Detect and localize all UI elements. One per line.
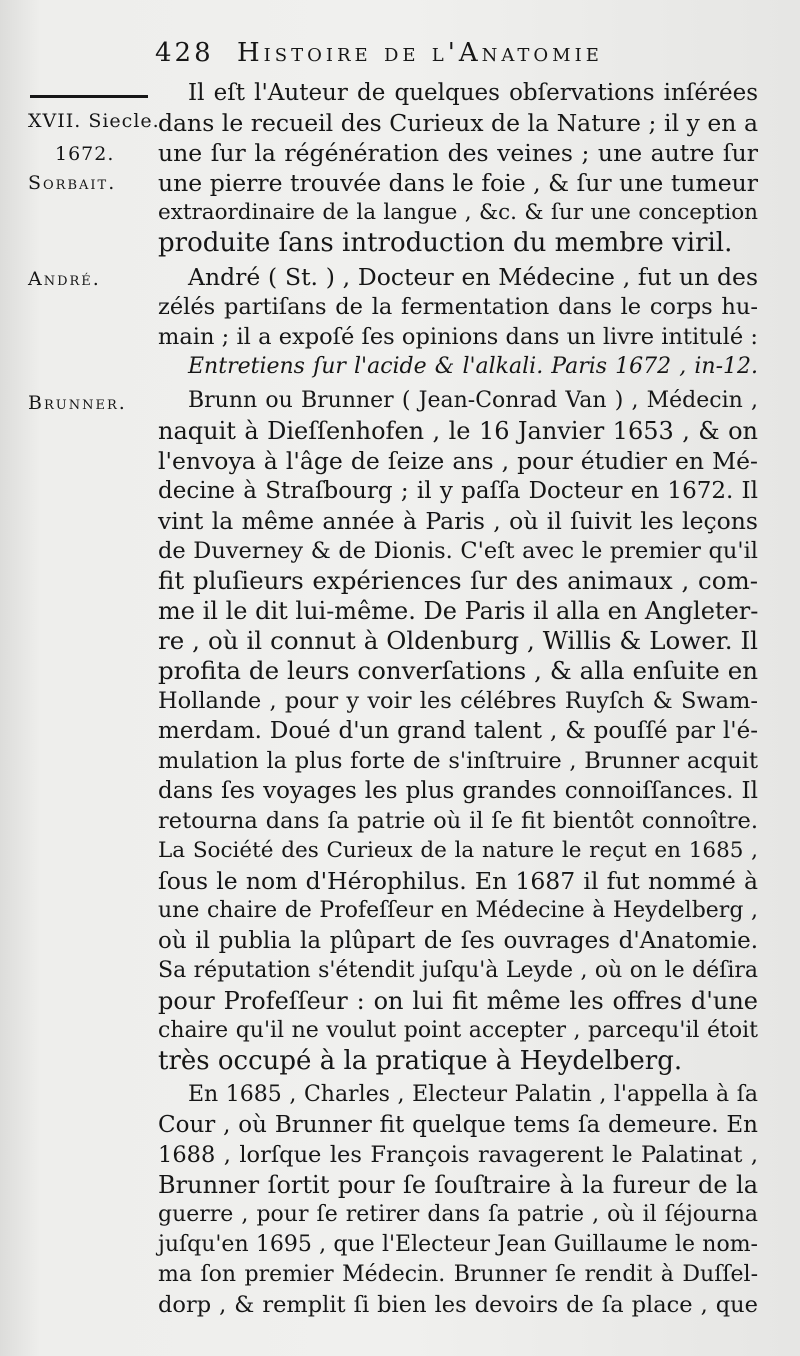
- text-line: Il eſt l'Auteur de quelques obſervations inſérées: [188, 80, 758, 106]
- text-line: profita de leurs converſations , & alla enſuite en: [158, 656, 758, 685]
- text-line: Brunn ou Brunner ( Jean-Conrad Van ) , Médecin ,: [188, 388, 758, 413]
- text-line: guerre , pour ſe retirer dans ſa patrie , où il ſéjourna: [158, 1202, 758, 1227]
- text-line: produite ſans introduction du membre viril.: [158, 228, 733, 258]
- running-title: Histoire de l'Anatomie: [237, 38, 603, 68]
- text-line: de Duverney & de Dionis. C'eſt avec le premier qu'il: [158, 538, 758, 564]
- page-number: 428: [155, 38, 214, 68]
- text-line: main ; il a expoſé ſes opinions dans un livre intitulé :: [158, 324, 758, 350]
- text-line: ma ſon premier Médecin. Brunner ſe rendit à Duſſel-: [158, 1262, 758, 1287]
- text-line: merdam. Doué d'un grand talent , & pouſſé par l'é-: [158, 718, 758, 744]
- text-line: Cour , où Brunner fit quelque tems ſa demeure. En: [158, 1112, 758, 1138]
- text-line: ſous le nom d'Hérophilus. En 1687 il fut nommé à: [158, 867, 758, 895]
- text-line: retourna dans ſa patrie où il ſe fit bientôt connoître.: [158, 808, 758, 834]
- margin-note-andre: André.: [28, 268, 101, 290]
- text-line: naquit à Dieſſenhofen , le 16 Janvier 1653 , & on: [158, 417, 758, 445]
- margin-note-sorbait: Sorbait.: [28, 172, 117, 194]
- text-line: vint la même année à Paris , où il ſuivit les leçons: [158, 507, 758, 535]
- text-line: Brunner ſortit pour ſe ſouſtraire à la fureur de la: [158, 1171, 758, 1199]
- text-line: Hollande , pour y voir les célébres Ruyſch & Swam-: [158, 688, 758, 714]
- text-line: l'envoya à l'âge de ſeize ans , pour étudier en Mé-: [158, 447, 758, 475]
- text-line: très occupé à la pratique à Heydelberg.: [158, 1046, 683, 1076]
- text-line: La Société des Curieux de la nature le reçut en 1685 ,: [158, 838, 758, 863]
- text-line: juſqu'en 1695 , que l'Electeur Jean Guillaume le nom-: [158, 1232, 758, 1257]
- text-line: extraordinaire de la langue , &c. & ſur une conception: [158, 200, 758, 225]
- margin-note-year: 1672.: [55, 143, 115, 165]
- text-line: Sa réputation s'étendit juſqu'à Leyde , où on le déſira: [158, 958, 758, 983]
- text-line: chaire qu'il ne voulut point accepter , parcequ'il étoit: [158, 1018, 758, 1043]
- text-line: decine à Straſbourg ; il y paſſa Docteur en 1672. Il: [158, 478, 758, 504]
- text-line: zélés partiſans de la fermentation dans le corps hu-: [158, 294, 758, 320]
- text-line: dans ſes voyages les plus grandes connoiſſances. Il: [158, 778, 758, 804]
- running-header: [155, 34, 775, 74]
- text-line: où il publia la plûpart de ſes ouvrages d'Anatomie.: [158, 928, 758, 954]
- text-line: André ( St. ) , Docteur en Médecine , fut un des: [188, 263, 758, 291]
- margin-rule: [30, 95, 148, 98]
- text-line: fit pluſieurs expériences ſur des animaux , com-: [158, 566, 758, 595]
- text-line: une pierre trouvée dans le foie , & ſur une tumeur: [158, 169, 758, 197]
- text-line: 1688 , lorſque les François ravagerent le Palatinat ,: [158, 1142, 758, 1168]
- text-line: mulation la plus forte de s'inſtruire , Brunner acquit: [158, 748, 758, 774]
- text-line: dans le recueil des Curieux de la Nature ; il y en a: [158, 109, 758, 137]
- text-line: dorp , & remplit ſi bien les devoirs de ſa place , que: [158, 1292, 758, 1318]
- text-line: En 1685 , Charles , Electeur Palatin , l'appella à ſa: [188, 1082, 758, 1107]
- text-line: re , où il connut à Oldenburg , Willis & Lower. Il: [158, 626, 758, 655]
- text-line: une ſur la régénération des veines ; une autre ſur: [158, 139, 758, 167]
- text-line: Entretiens ſur l'acide & l'alkali. Paris 1672 , in-12.: [188, 354, 758, 379]
- text-line: une chaire de Profeſſeur en Médecine à Heydelberg ,: [158, 898, 758, 923]
- text-line: pour Profeſſeur : on lui fit même les offres d'une: [158, 987, 758, 1015]
- text-line: me il le dit lui-même. De Paris il alla en Angleter-: [158, 597, 759, 625]
- margin-note-century: XVII. Siecle.: [28, 110, 160, 132]
- margin-note-brunner: Brunner.: [28, 392, 127, 414]
